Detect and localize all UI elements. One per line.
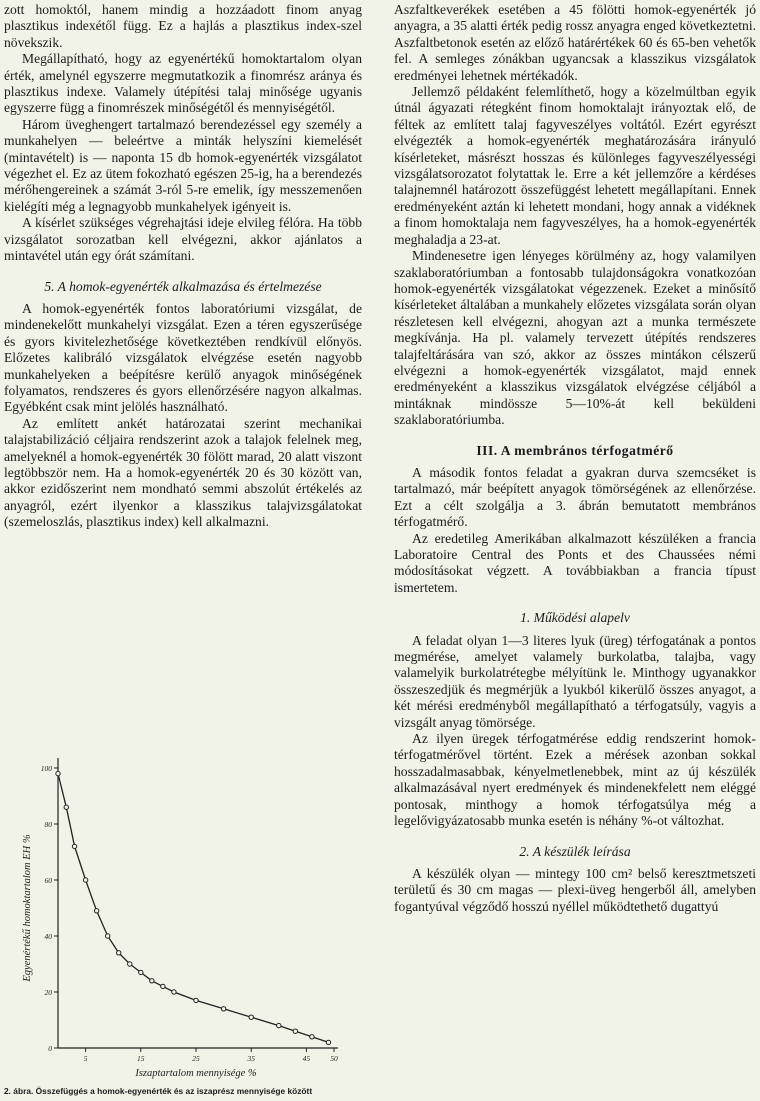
data-point <box>194 998 198 1002</box>
paragraph: Három üveghengert tartalmazó berendezéssel egy személy a munkahelyen — beleértve a minták helyszíni kiemelését (mintavételt) is — naponta 15 db homok-egyenérték vizsgálatot végezhet el. Ez az ütem fokozható egészen 25-ig, ha a berendezés mérőhengereinek a számát 3-ról 5-re emelik, így messzemenően kielégíti még a legnagyobb munkahelyek igényeit is. <box>4 116 362 214</box>
data-point <box>172 990 176 994</box>
x-tick-label: 50 <box>330 1054 338 1063</box>
paragraph: Mindenesetre igen lényeges körülmény az, hogy valamilyen szaklaboratóriumban a fontosabb tulajdonságokra vonatkozóan homok-egyenérték vizsgálatokat végezzenek. Ezeket a minősítő kísérleteket általában a munkahely előzetes vizsgálata során olyan részletesen kell elvégezni, ahogyan azt a munka természete megkívánja. Ha pl. valamely tervezett útépítés rendszeres talajfeltárására van szó, akkor az összes mintákon célszerű elvégezni a homok-egyenérték vizsgálatot, majd ennek eredményeként a klasszikus vizsgálatok elvégzése céljából a mintáknak mindössze 5—10%-át kell beküldeni szaklaboratóriumba. <box>394 248 756 428</box>
data-point <box>139 970 143 974</box>
right-column <box>394 2 756 915</box>
paragraph: A készülék olyan — mintegy 100 cm² belső keresztmetszeti területű és 30 cm magas — plexi-üveg hengerből áll, amelyben fogantyúval végződő hosszú nyéllel működtethető dugattyú <box>394 865 756 914</box>
y-tick-label: 60 <box>44 876 52 885</box>
x-tick-label: 45 <box>302 1054 311 1063</box>
paragraph: Az említett ankét határozatai szerint mechanikai talajstabilizáció céljaira rendszerint azok a talajok felelnek meg, amelyeknél a homok-egyenérték 30 fölött marad, 20 alatt viszont legtöbbször nem. Ha a homok-egyenérték 20 és 30 között van, akkor ezidőszerint nem mondható semmi abszolút értékelés az anyagról, ezért ilyenkor a klasszikus talajvizsgálatokat (szemeloszlás, plasztikus index) kell alkalmazni. <box>4 415 362 530</box>
section-heading: III. A membrános térfogatmérő <box>476 442 674 458</box>
data-point <box>161 984 165 988</box>
data-point <box>221 1007 225 1011</box>
y-tick-label: 40 <box>44 932 52 941</box>
paragraph: Az eredetileg Amerikában alkalmazott készüléken a francia Laboratoire Central des Ponts et des Chaussées némi módosításokat végzett. A továbbiakban a francia típust ismertetem. <box>394 530 756 595</box>
data-point <box>56 771 60 775</box>
figure-2 <box>4 718 374 1101</box>
data-point <box>310 1035 314 1039</box>
data-point <box>117 951 121 955</box>
paragraph: A második fontos feladat a gyakran durva szemcséket is tartalmazó, már beépített anyagok tömörségének az ellenőrzése. Ezt a célt szolgálja a 3. ábrán bemutatott membrános térfogatmérő. <box>394 464 756 530</box>
y-tick-label: 100 <box>40 764 52 773</box>
data-point <box>150 979 154 983</box>
paragraph: A kísérlet szükséges végrehajtási ideje elvileg félóra. Ha több vizsgálatot sorozatban kell elvégezni, akkor ajánlatos a mintavétel után egy órát számítani. <box>4 215 362 264</box>
sand-equivalent-chart <box>4 718 374 1083</box>
x-tick-label: 25 <box>192 1054 200 1063</box>
x-tick-label: 5 <box>83 1054 88 1063</box>
y-axis-label: Egyenértékű homoktartalom EH % <box>22 834 33 982</box>
data-point <box>105 934 109 938</box>
series-line <box>58 774 329 1043</box>
y-tick-label: 0 <box>48 1044 52 1053</box>
paragraph: A homok-egyenérték fontos laboratóriumi vizsgálat, de mindenekelőtt munkahelyi vizsgálat. Ezen a téren egyszerűsége és gyors kivitelezhetősége következtében rendkívül előnyös. Előzetes kalibráló vizsgálatok elvégzése esetén nagyobb munkahelyeken a beépítésre kerülő anyagok minőségének folyamatos, rendszeres és gyors ellenőrzésére nagyon alkalmas. Egyébként csak mint jelölés használható. <box>4 300 362 415</box>
y-tick-label: 80 <box>44 820 52 829</box>
data-point <box>64 805 68 809</box>
x-tick-label: 35 <box>247 1054 255 1063</box>
section-heading: 5. A homok-egyenérték alkalmazása és értelmezése <box>44 278 322 294</box>
x-tick-label: 15 <box>137 1054 145 1063</box>
x-axis-label: Iszaptartalom mennyisége % <box>135 1068 257 1079</box>
paragraph: A feladat olyan 1—3 literes lyuk (üreg) térfogatának a pontos megmérése, amelyet valamely burkolatba, talajba, vagy valamelyik burkolatrétegbe mélyítünk le. Minthogy ugyanakkor összeszedjük és megmérjük a lyukból kikerülő összes anyagot, a két mérési eredményből megállapítható a térfogatsúly, vagyis a vizsgált anyag tömörsége. <box>394 632 756 730</box>
paragraph: Megállapítható, hogy az egyenértékű homoktartalom olyan érték, amelynél egyszerre megmutatkozik a finomrész aránya és plasztikus indexe. Valamely útépítési talaj minősége ugyanis egyszerre függ a finomrészek minőségétől és mennyiségétől. <box>4 51 362 116</box>
subsection-heading: 1. Működési alapelv <box>520 610 630 626</box>
data-point <box>249 1015 253 1019</box>
data-point <box>94 909 98 913</box>
data-point <box>277 1023 281 1027</box>
data-point <box>83 878 87 882</box>
y-tick-label: 20 <box>44 988 52 997</box>
data-point <box>326 1040 330 1044</box>
data-point <box>293 1029 297 1033</box>
paragraph: zott homoktól, hanem mindig a hozzáadott finom anyag plasztikus indexétől függ. Ez a hajlás a plasztikus index-szel növekszik. <box>4 2 362 50</box>
data-point <box>72 844 76 848</box>
paragraph: Aszfaltkeverékek esetében a 45 fölötti homok-egyenérték jó anyagra, a 35 alatti érték pedig rossz anyagra enged következtetni. Aszfaltbetonok esetén az előző határértékek 60 és 65-ben vehetők fel. A semleges zónákban ugyancsak a klasszikus vizsgálatok eredményei lehetnek mértékadók. <box>394 2 756 83</box>
left-column <box>4 2 362 531</box>
paragraph: Az ilyen üregek térfogatmérése eddig rendszerint homok-térfogatmérővel történt. Ezek a mérések azonban sokkal hosszadalmasabbak, kényelmetlenebbek, mint az új készülék alkalmazásával nyert eredmények és mindenekfelett nem eléggé pontosak, minthogy a homok térfogatsúlya még a legelővigyázatosabb munka esetén is néhány %-ot változhat. <box>394 731 756 829</box>
paragraph: Jellemző példaként felemlíthető, hogy a közelmúltban egyik útnál ágyazati rétegként finom homoktalajt irányoztak elő, de féltek az említett talaj fagyveszélyes voltától. Ezért egyrészt elvégezték a homok-egyenérték meghatározására irányuló kísérleteket, másrészt hosszas és különleges fagyveszélyességi vizsgálatsorozatot folytattak le. Erre a két jellemzőre a kérdéses talajnemnél határozott összefüggést lehetett megállapítani. Ennek eredményeként aztán ki lehetett mondani, hogy annak a vidéknek a finom homoktalaja nem fagyveszélyes, ha a homok-egyenérték meghaladja a 23-at. <box>394 84 756 247</box>
figure-caption: 2. ábra. Összefüggés a homok-egyenérték és az iszaprész mennyisége között <box>4 1086 313 1096</box>
subsection-heading: 2. A készülék leírása <box>519 843 631 859</box>
data-point <box>128 962 132 966</box>
